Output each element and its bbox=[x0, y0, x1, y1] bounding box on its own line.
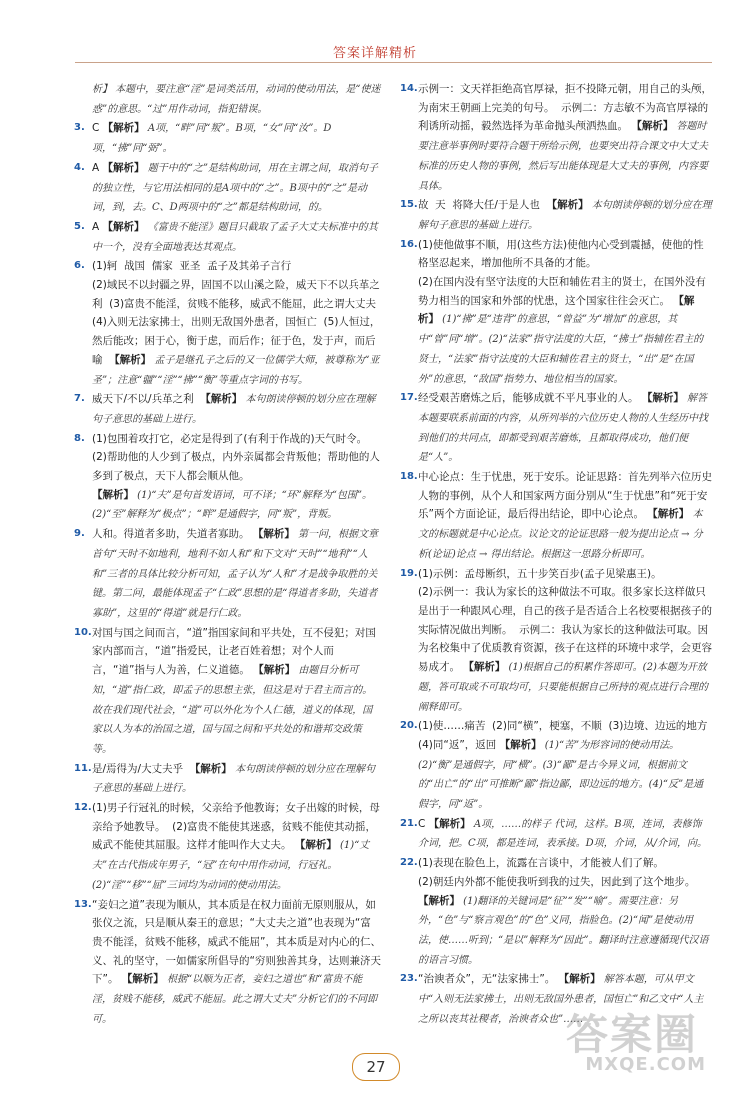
analysis-text: 析】 本题中，要注意“淫”是词类活用，动词的使动用法，是“使迷惑”的意思。“过”用作动词，指犯错误。 bbox=[92, 84, 381, 115]
analysis-text: 《富贵不能淫》题目只截取了孟子大丈夫标准中的其中一个，没有全面地表达其观点。 bbox=[92, 221, 378, 253]
analysis-tag: 【解析】 bbox=[641, 392, 684, 405]
answer-text: (1)使他做事不顺，用(这些方法)使他内心受到震撼，使他的性格坚忍起来，增加他所不具备的才能。 (2)在国内没有坚守法度的大臣和辅佐君主的贤士，在国外没有势力相当的国家和外部的忧患，这个国家往往会灭亡。 bbox=[418, 238, 706, 307]
header-divider bbox=[75, 62, 712, 63]
answer-number: 20. bbox=[400, 720, 418, 732]
analysis-text: (1)“夫”是句首发语词，可不译；“环”解释为“包围”。 (2)“至”解释为“极点”；“畔”是通假字，同“叛”，背叛。 bbox=[92, 489, 373, 521]
analysis-text: 第一问，根据文章首句“天时不如地利，地利不如人和”和下文对“天时”“地利”“人和”三者的具体比较分析可知，孟子认为“人和”才是战争取胜的关键。第二问，最能体现孟子“仁政”思想的是“得道者多助，失道者寡助”，这里的“得道”就是行仁政。 bbox=[92, 529, 379, 619]
analysis-tag: 【解析】 bbox=[294, 839, 337, 852]
answer-item bbox=[74, 159, 381, 218]
answer-text: 经受艰苦磨炼之后，能够成就不平凡事业的人。 bbox=[418, 392, 642, 405]
answer-item bbox=[74, 218, 381, 257]
answer-number: 10. bbox=[74, 626, 92, 638]
answer-item bbox=[74, 257, 381, 390]
analysis-text: 解答本题要联系前面的内容，从所列举的六位历史人物的人生经历中找到他们的共同点，即都受到艰苦磨炼，且都取得成功，他们便是“人”。 bbox=[418, 393, 708, 464]
answer-number: 11. bbox=[74, 762, 92, 774]
analysis-tag: 【解析】 bbox=[647, 508, 690, 521]
answer-item bbox=[74, 799, 381, 896]
answer-item bbox=[74, 80, 381, 119]
analysis-text: (1)翻译的关键词是“征”“发”“喻”。需要注意：另外，“色”与“察言观色”的“色”义同，指脸色。(2)“闻”是使动用法，使……听到；“是以”解释为“因此”。翻译时注意遵循现代汉语的语言习惯。 bbox=[418, 895, 709, 966]
answer-text: (1)包围着攻打它，必定是得到了(有利于作战的)天气时令。 (2)帮助他的人少到了极点，内外亲属都会背叛他；帮助他的人多到了极点，天下人都会顺从他。 bbox=[92, 432, 380, 483]
analysis-text: 答题时要注意举事例时要符合题干所给示例，也要突出符合课文中大丈夫标准的历史人物的事例，然后写出能体现是大丈夫的事例，内容要具体。 bbox=[418, 121, 708, 192]
answer-text: 威天下/不以/兵革之利 bbox=[92, 393, 201, 406]
answer-text: C bbox=[92, 122, 103, 135]
analysis-tag: 【解析】 bbox=[558, 973, 601, 986]
answer-item bbox=[400, 80, 712, 196]
analysis-text: A项，“畔”同“叛”。B项，“女”同“汝”。D项，“拂”同“弼”。 bbox=[92, 123, 332, 155]
answer-text: 人和。得道者多助，失道者寡助。 bbox=[92, 528, 253, 541]
answer-item bbox=[400, 854, 712, 970]
watermark-logo: 答案圈 MXQE.COM bbox=[565, 1010, 706, 1075]
analysis-tag: 【解析】 bbox=[121, 973, 164, 986]
analysis-text: 本句朗读停顿的划分应在理解句子意思的基础上进行。 bbox=[418, 200, 712, 231]
answer-item bbox=[74, 390, 381, 429]
answer-text: A bbox=[92, 220, 103, 233]
analysis-tag: 【解析】 bbox=[102, 220, 145, 233]
page-number: 27 bbox=[352, 1053, 400, 1081]
analysis-tag: 【解析】 bbox=[428, 817, 471, 830]
analysis-text: 由题目分析可知，“道”指仁政，即孟子的思想主张，但这是对于君主而言的。故在我们现代社会，“道”可以外化为个人仁德，道义的体现，国家以人为本的治国之道，国与国之间和平共处的和谐邦交政策等。 bbox=[92, 665, 373, 755]
answer-number: 7. bbox=[74, 393, 85, 405]
answer-text: (1)表现在脸色上，流露在言谈中，才能被人们了解。 (2)朝廷内外都不能使我听到我的过失，因此到了这个地步。 bbox=[418, 857, 696, 888]
answer-number: 15. bbox=[400, 199, 418, 211]
page-header-title: 答案详解精析 bbox=[332, 46, 417, 61]
answer-text: (1)轲 战国 儒家 亚圣 孟子及其弟子言行 (2)域民不以封疆之界，固国不以山溪之险，威天下不以兵革之利 (3)富贵不能淫，贫贱不能移，威武不能屈，此之谓大丈夫 (4)入则无法家拂士，出则无敌国外患者，国恒亡 (5)人恒过，然后能改；困于心，衡于虑，而后作；征于色，发于声，而后喻 bbox=[92, 260, 381, 366]
analysis-tag: 【解析】 bbox=[418, 294, 695, 326]
answer-text: 中心论点：生于忧患，死于安乐。论证思路：首先列举六位历史人物的事例，从个人和国家两方面分别从“生于忧患”和“死于安乐”两个方面论证，最后得出结论，即中心论点。 bbox=[418, 471, 712, 521]
answer-text: 故 天 将降大任/于是人也 bbox=[418, 199, 547, 212]
answer-item bbox=[400, 196, 712, 235]
answer-item bbox=[74, 119, 381, 158]
right-answer-column bbox=[400, 80, 715, 1029]
answer-item bbox=[400, 815, 712, 854]
answer-text: 对国与国之间而言，“道”指国家间和平共处，互不侵犯；对国家内部而言，“道”指爱民，让老百姓着想；对个人而言，“道”指与人为善，仁义道德。 bbox=[92, 626, 376, 677]
analysis-tag: 【解析】 bbox=[102, 122, 145, 135]
analysis-tag: 【解析】 bbox=[546, 199, 589, 212]
answer-item bbox=[74, 525, 381, 624]
analysis-text: 解答本题，可从甲文中“入则无法家拂士，出则无敌国外患者，国恒亡”和乙文中“人主之所以丧其社稷者，治谀者众也”…… bbox=[418, 974, 704, 1025]
analysis-tag: 【解析】 bbox=[418, 894, 460, 907]
analysis-text: 孟子是继孔子之后的又一位儒学大师，被尊称为“亚圣”；注意“疆”“淫”“拂”“衡”等重点字词的书写。 bbox=[92, 354, 380, 386]
analysis-text: 根据“以顺为正者，妾妇之道也”和“富贵不能淫，贫贱不能移，威武不能屈。此之谓大丈夫”分析它们的不同即可。 bbox=[92, 974, 378, 1025]
answer-text: (1)示例：孟母断织，五十步笑百步(孟子见梁惠王)。 (2)示例一：我认为家长的这种做法不可取。很多家长这样做只是出于一种跟风心理，自己的孩子是否适合上名校要根据孩子的实际情况做出判断。 示例二：我认为家长的这种做法可取。因为名校集中了优质教育资源，孩子在这样的环境中求学，会更容易成才。 bbox=[418, 567, 712, 674]
analysis-text: (1)“丈夫”在古代指成年男子，“冠”在句中用作动词，行冠礼。 (2)“淫”“移”“屈”三词均为动词的使动用法。 bbox=[92, 840, 370, 891]
analysis-text: (1)根据自己的积累作答即可。(2)本题为开放题，答可取或不可取均可，只要能根据自己所持的观点进行合理的阐释即可。 bbox=[418, 662, 708, 713]
analysis-tag: 【解析】 bbox=[109, 353, 152, 366]
analysis-tag: 【解析】 bbox=[189, 762, 232, 775]
answer-number: 19. bbox=[400, 567, 418, 579]
answer-number: 3. bbox=[74, 122, 85, 134]
analysis-text: A项，……的样子 代词，这样。B项，连词，表修饰 介词，把。C项，都是连词，表承接。D项，介词，从/介词，向。 bbox=[418, 818, 708, 850]
answer-text: 示例一：文天祥拒绝高官厚禄，拒不投降元朝，用自己的头颅，为南宋王朝画上完美的句号。 示例二：方志敏不为高官厚禄的利诱所动摇，毅然选择为革命抛头颅洒热血。 bbox=[418, 83, 712, 133]
answer-number: 6. bbox=[74, 260, 85, 272]
answer-text: 是/焉得为/大丈夫乎 bbox=[92, 762, 190, 775]
answer-item bbox=[74, 430, 381, 526]
answer-item bbox=[400, 717, 715, 815]
answer-number: 13. bbox=[74, 898, 92, 910]
answer-item bbox=[74, 760, 381, 799]
analysis-tag: 【解析】 bbox=[463, 661, 506, 674]
answer-item bbox=[74, 896, 381, 1030]
answer-number: 22. bbox=[400, 857, 418, 869]
left-answer-column bbox=[74, 80, 381, 1029]
answer-item bbox=[400, 468, 712, 565]
analysis-tag: 【解析】 bbox=[252, 528, 295, 541]
analysis-tag: 【解析】 bbox=[92, 488, 134, 501]
answer-item bbox=[400, 389, 712, 468]
answer-number: 5. bbox=[74, 220, 85, 232]
answer-text: A bbox=[92, 161, 103, 174]
analysis-text: (1)“苦”为形容词的使动用法。(2)“衡”是通假字，同“横”。(3)“鄙”是古今异义词，根据前文的“出亡”的“出”可推断“鄙”指边鄙，即边远的地方。(4)“反”是通假字，同“返”。 bbox=[418, 739, 704, 811]
analysis-text: 本句朗读停顿的划分应在理解句子意思的基础上进行。 bbox=[92, 763, 375, 795]
analysis-text: 题干中的“之”是结构助词，用在主谓之间，取消句子的独立性，与它用法相同的是A项中的“之”。B项中的“之”是动词，到，去。C、D两项中的“之”都是结构助词，的。 bbox=[92, 162, 378, 214]
answer-text: “妾妇之道”表现为顺从，其本质是在权力面前无原则服从，如张仪之流，只是顺从秦王的意思；“大丈夫之道”也表现为“富贵不能淫，贫贱不能移，威武不能屈”，其本质是对内心的仁、义、礼的坚守，一如儒家所倡导的“穷则独善其身，达则兼济天下”。 bbox=[92, 898, 381, 986]
answer-number: 17. bbox=[400, 392, 418, 404]
answer-number: 14. bbox=[400, 83, 418, 94]
analysis-text: (1)“拂”是“违背”的意思，“曾益”为“增加”的意思，其中“曾”同“增”。(2)“法家”指守法度的大臣，“拂士”指辅佐君主的贤士，“法家”指守法度的大臣和辅佐君主的贤士，“出”是“在国外”的意思，“敌国”指势力、地位相当的国家。 bbox=[418, 314, 704, 385]
answer-text: “治谀者众”，无“法家拂士”。 bbox=[418, 973, 559, 986]
answer-number: 21. bbox=[400, 817, 418, 829]
answer-number: 4. bbox=[74, 161, 85, 173]
answer-number: 16. bbox=[400, 238, 418, 250]
answer-number: 18. bbox=[400, 471, 418, 483]
analysis-tag: 【解析】 bbox=[631, 120, 674, 133]
answer-item bbox=[74, 624, 381, 760]
analysis-tag: 【解析】 bbox=[200, 393, 243, 406]
answer-item bbox=[400, 565, 712, 718]
answer-text: (1)男子行冠礼的时候，父亲给予他教诲；女子出嫁的时候，母亲给予她教导。 (2)富贵不能使其迷惑，贫贱不能使其动摇，威武不能使其屈服。这样才能叫作大丈夫。 bbox=[92, 802, 380, 852]
answer-item bbox=[400, 236, 712, 390]
answer-text: C bbox=[418, 817, 429, 830]
analysis-text: 本句朗读停顿的划分应在理解句子意思的基础上进行。 bbox=[92, 394, 376, 425]
answer-number: 23. bbox=[400, 973, 418, 985]
analysis-text: 本文的标题就是中心论点。议论文的论证思路一般为提出论点 → 分析(论证)论点 → 得出结论。根据这一思路分析即可。 bbox=[418, 509, 703, 560]
analysis-tag: 【解析】 bbox=[102, 161, 145, 174]
analysis-tag: 【解析】 bbox=[499, 738, 542, 751]
answer-number: 12. bbox=[74, 802, 92, 814]
answer-number: 9. bbox=[74, 528, 85, 540]
answer-text: (1)使……痛苦 (2)同“横”，梗塞，不顺 (3)边境、边远的地方 (4)同“返”，返回 bbox=[418, 720, 715, 751]
analysis-tag: 【解析】 bbox=[253, 664, 296, 677]
answer-number: 8. bbox=[74, 432, 85, 444]
